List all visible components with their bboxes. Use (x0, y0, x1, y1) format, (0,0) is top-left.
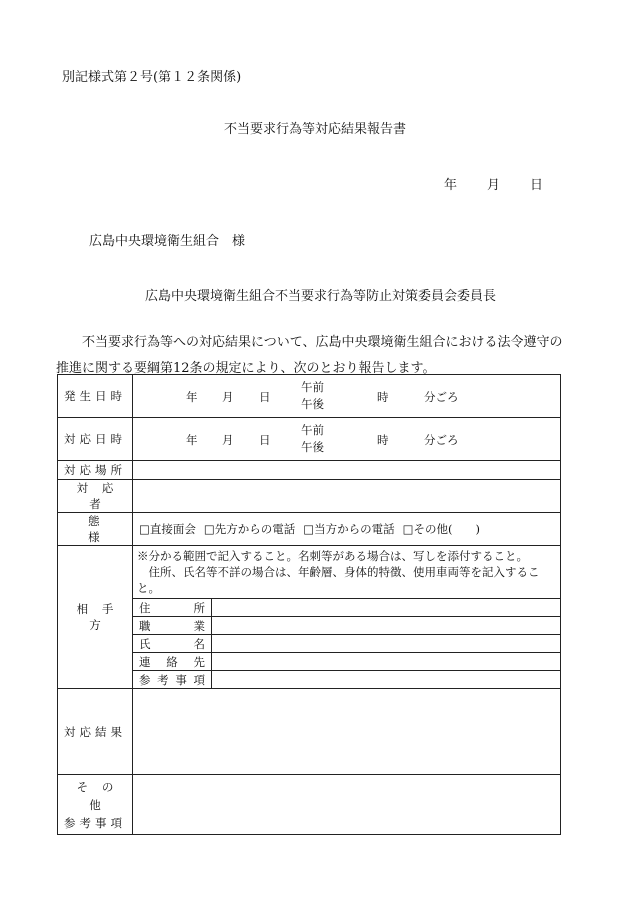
result-label: 対応結果 (58, 689, 133, 775)
response-value[interactable] (133, 418, 561, 461)
mode-other-checkbox[interactable]: □その他( ) (402, 522, 480, 536)
place-label: 対応場所 (58, 461, 133, 480)
res-year: 年 (186, 433, 198, 447)
other-label-2: 参考事項 (63, 815, 127, 830)
mode-row (58, 513, 561, 546)
party-cell (133, 546, 561, 689)
occ-pm: 午後 (301, 397, 324, 411)
document-title: 不当要求行為等対応結果報告書 (223, 122, 406, 137)
party-label: 相手方 (58, 546, 133, 689)
party-field-occupation-label: 職業 (133, 617, 212, 635)
occ-month: 月 (222, 390, 234, 404)
party-field-address-value[interactable] (212, 599, 561, 617)
occ-hour: 時 (377, 390, 389, 404)
response-label: 対応日時 (58, 418, 133, 461)
sender: 広島中央環境衛生組合不当要求行為等防止対策委員会委員長 (145, 289, 497, 304)
result-row (58, 689, 561, 775)
mode-outgoing-call-checkbox[interactable]: □当方からの電話 (303, 522, 395, 536)
res-hour: 時 (377, 433, 389, 447)
occ-year: 年 (186, 390, 198, 404)
party-fields (133, 598, 560, 688)
responder-row (58, 480, 561, 513)
party-field-contact-value[interactable] (212, 653, 561, 671)
mode-direct-checkbox[interactable]: □直接面会 (139, 522, 196, 536)
other-label-1: その他 (76, 779, 128, 812)
report-table (57, 374, 561, 835)
place-value[interactable] (133, 461, 561, 480)
occ-am: 午前 (301, 380, 324, 394)
date-month: 月 (487, 178, 501, 193)
res-day: 日 (259, 433, 271, 447)
party-row (58, 546, 561, 689)
party-note (133, 546, 560, 598)
date-year: 年 (444, 178, 458, 193)
place-row (58, 461, 561, 480)
party-field-name-label: 氏名 (133, 635, 212, 653)
responder-value[interactable] (133, 480, 561, 513)
occ-day: 日 (259, 390, 271, 404)
mode-label: 態様 (58, 513, 133, 546)
occurrence-row (58, 375, 561, 418)
party-field-address-label: 住所 (133, 599, 212, 617)
form-number: 別記様式第２号(第１２条関係) (62, 70, 242, 85)
addressee: 広島中央環境衛生組合 様 (89, 234, 246, 249)
occurrence-value[interactable] (133, 375, 561, 418)
party-field-contact-label: 連絡先 (133, 653, 212, 671)
mode-options (133, 513, 561, 546)
party-field-name-value[interactable] (212, 635, 561, 653)
res-pm: 午後 (301, 440, 324, 454)
other-row (58, 775, 561, 835)
mode-incoming-call-checkbox[interactable]: □先方からの電話 (203, 522, 296, 536)
res-minute: 分ごろ (424, 433, 459, 447)
other-label (58, 775, 133, 835)
party-note-2: 住所、氏名等不詳の場合は、年齢層、身体的特徴、使用車両等を記入すること。 (137, 565, 540, 595)
date-day: 日 (530, 178, 544, 193)
party-field-notes-label: 参考事項 (133, 671, 212, 689)
res-month: 月 (222, 433, 234, 447)
party-field-notes-value[interactable] (212, 671, 561, 689)
response-row (58, 418, 561, 461)
other-value[interactable] (133, 775, 561, 835)
result-value[interactable] (133, 689, 561, 775)
party-field-occupation-value[interactable] (212, 617, 561, 635)
occ-minute: 分ごろ (424, 390, 459, 404)
responder-label: 対応者 (58, 480, 133, 513)
occurrence-label: 発生日時 (58, 375, 133, 418)
party-note-1: ※分かる範囲で記入すること。名刺等がある場合は、写しを添付すること。 (137, 549, 528, 563)
res-am: 午前 (301, 423, 324, 437)
date-line (444, 174, 543, 193)
body-text: 不当要求行為等への対応結果について、広島中央環境衛生組合における法令遵守の推進に関する要綱第12条の規定により、次のとおり報告します。 (56, 335, 563, 376)
